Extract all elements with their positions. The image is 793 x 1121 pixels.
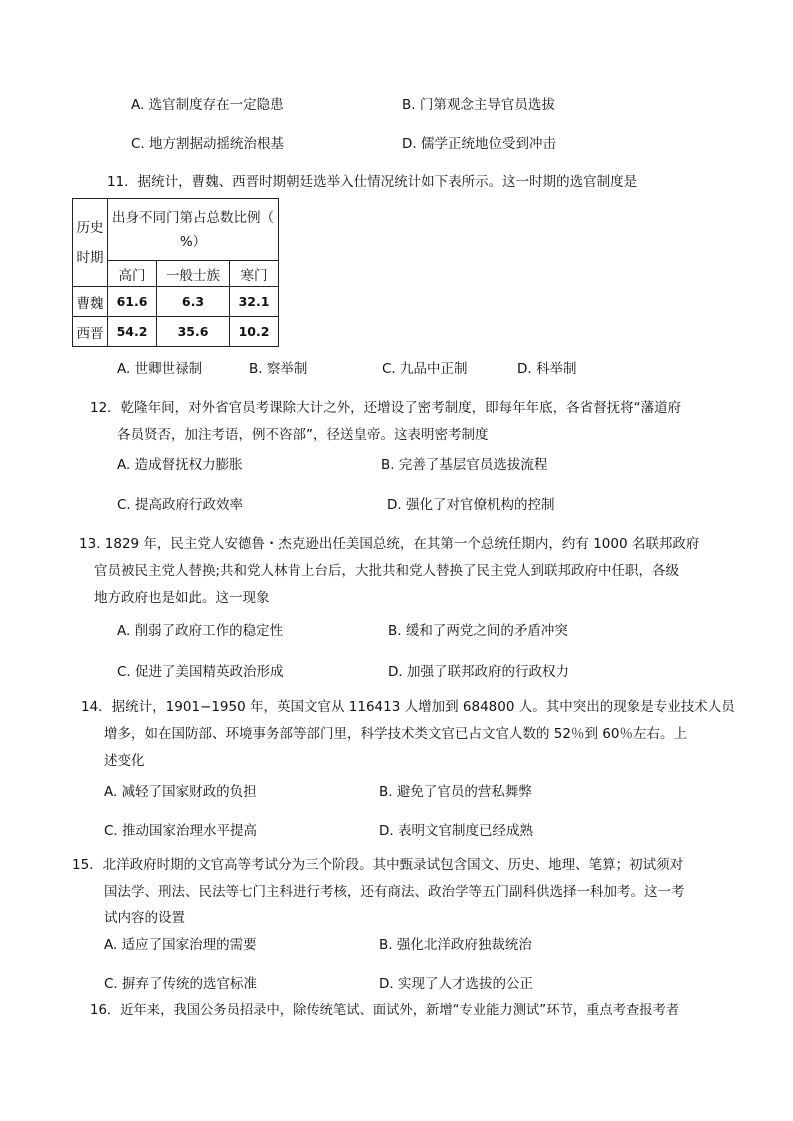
table-row-period: 西晋 [73, 317, 108, 347]
table-row-period: 曹魏 [73, 287, 108, 317]
table-cell: 32.1 [230, 287, 279, 317]
table-row [73, 287, 279, 317]
table-col-ordinary-gentry: 一般士族 [157, 261, 230, 287]
q11-option-b: B. 察举制 [249, 361, 308, 377]
q13-stem-line2: 官员被民主党人替换;共和党人林肯上台后，大批共和党人替换了民主党人到联邦政府中任职，各级 [94, 563, 680, 579]
q10-option-b: B. 门第观念主导官员选拔 [402, 97, 555, 113]
table-cell: 10.2 [230, 317, 279, 347]
q15-stem-line3: 试内容的设置 [104, 910, 185, 926]
q11-option-d: D. 科举制 [517, 361, 577, 377]
table-col-humble-family: 寒门 [230, 261, 279, 287]
q11-option-a: A. 世卿世禄制 [117, 361, 203, 377]
table-row [73, 317, 279, 347]
table-col-high-clan: 高门 [108, 261, 157, 287]
q13-stem-line3: 地方政府也是如此。这一现象 [94, 590, 270, 606]
table-header-ratio: 出身不同门第占总数比例（ %） [108, 199, 279, 261]
q14-stem-line3: 述变化 [104, 753, 145, 769]
q16-stem-line1: 16．近年来，我国公务员招录中，除传统笔试、面试外，新增“专业能力测试”环节，重点考查报考者 [90, 1003, 680, 1018]
q13-option-a: A. 削弱了政府工作的稳定性 [117, 623, 284, 639]
table-cell: 6.3 [157, 287, 230, 317]
q15-option-d: D. 实现了人才选拔的公正 [379, 976, 533, 992]
q15-option-c: C. 摒弃了传统的选官标准 [104, 976, 258, 992]
q12-stem-line1: 12．乾隆年间，对外省官员考课除大计之外，还增设了密考制度，即每年年底，各省督抚将“藩道府 [90, 400, 682, 416]
q12-stem-line2: 各员贤否，加注考语，例不咨部”，径送皇帝。这表明密考制度 [117, 427, 489, 443]
q12-option-a: A. 造成督抚权力膨胀 [117, 457, 243, 473]
q10-option-d: D. 儒学正统地位受到冲击 [402, 136, 556, 152]
q12-option-d: D. 强化了对官僚机构的控制 [387, 497, 555, 513]
q14-option-b: B. 避免了官员的营私舞弊 [379, 784, 532, 800]
table-header-period: 历史 时期 [73, 199, 108, 287]
q14-option-d: D. 表明文官制度已经成熟 [379, 823, 533, 839]
q14-option-c: C. 推动国家治理水平提高 [104, 823, 258, 839]
q15-option-a: A. 适应了国家治理的需要 [104, 937, 257, 953]
q10-option-a: A. 选官制度存在一定隐患 [131, 97, 284, 113]
q11-stem: 11．据统计，曹魏、西晋时期朝廷选举入仕情况统计如下表所示。这一时期的选官制度是 [107, 174, 638, 190]
q12-option-b: B. 完善了基层官员选拔流程 [381, 457, 548, 473]
q13-option-b: B. 缓和了两党之间的矛盾冲突 [388, 623, 568, 639]
q14-stem-line2: 增多，如在国防部、环境事务部等部门里，科学技术类文官已占文官人数的 52％到 60％左右。上 [104, 726, 687, 742]
table-cell: 54.2 [108, 317, 157, 347]
q13-stem-line1: 13. 1829 年，民主党人安德鲁・杰克逊出任美国总统，在其第一个总统任期内，约有 1000 名联邦政府 [79, 536, 700, 552]
table-cell: 61.6 [108, 287, 157, 317]
q15-option-b: B. 强化北洋政府独裁统治 [379, 937, 532, 953]
q15-stem-line2: 国法学、刑法、民法等七门主科进行考核，还有商法、政治学等五门副科供选择一科加考。这一考 [104, 884, 685, 900]
q10-option-c: C. 地方割据动摇统治根基 [131, 136, 285, 152]
q11-statistics-table [72, 198, 279, 347]
q13-option-d: D. 加强了联邦政府的行政权力 [388, 664, 569, 680]
q12-option-c: C. 提高政府行政效率 [117, 497, 244, 513]
q13-option-c: C. 促进了美国精英政治形成 [117, 664, 284, 680]
q11-option-c: C. 九品中正制 [382, 361, 468, 377]
table-cell: 35.6 [157, 317, 230, 347]
q15-stem-line1: 15．北洋政府时期的文官高等考试分为三个阶段。其中甄录试包含国文、历史、地理、笔算；初试须对 [72, 857, 684, 873]
q14-option-a: A. 减轻了国家财政的负担 [104, 784, 257, 800]
q14-stem-line1: 14．据统计，1901−1950 年，英国文官从 116413 人增加到 684800 人。其中突出的现象是专业技术人员 [81, 699, 735, 715]
